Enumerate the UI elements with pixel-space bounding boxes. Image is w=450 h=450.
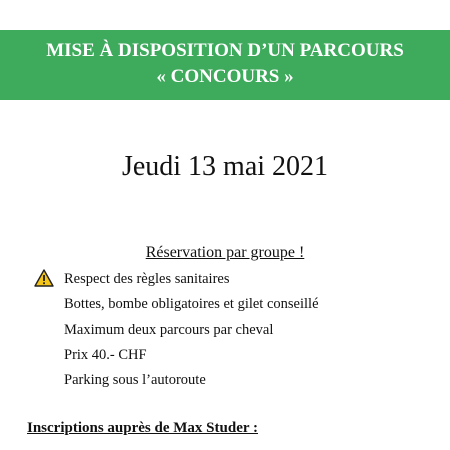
rules-list (64, 270, 319, 396)
event-date: Jeudi 13 mai 2021 (121, 151, 329, 182)
title-line-2: « CONCOURS » (156, 66, 294, 87)
inscriptions-heading: Inscriptions auprès de Max Studer : (27, 420, 258, 436)
reservation-text: Réservation par groupe ! (145, 244, 305, 261)
rule-item: Maximum deux parcours par cheval (64, 321, 274, 338)
reservation-heading (0, 242, 450, 264)
warning-triangle-icon (34, 269, 54, 287)
rule-item: Respect des règles sanitaires (64, 271, 230, 287)
rule-item: Parking sous l’autoroute (64, 372, 206, 389)
rule-item: Bottes, bombe obligatoires et gilet conseillé (64, 296, 319, 313)
title-line-1: MISE À DISPOSITION D’UN PARCOURS (46, 40, 404, 61)
rule-item: Prix 40.- CHF (64, 346, 147, 363)
title-banner (0, 30, 450, 100)
